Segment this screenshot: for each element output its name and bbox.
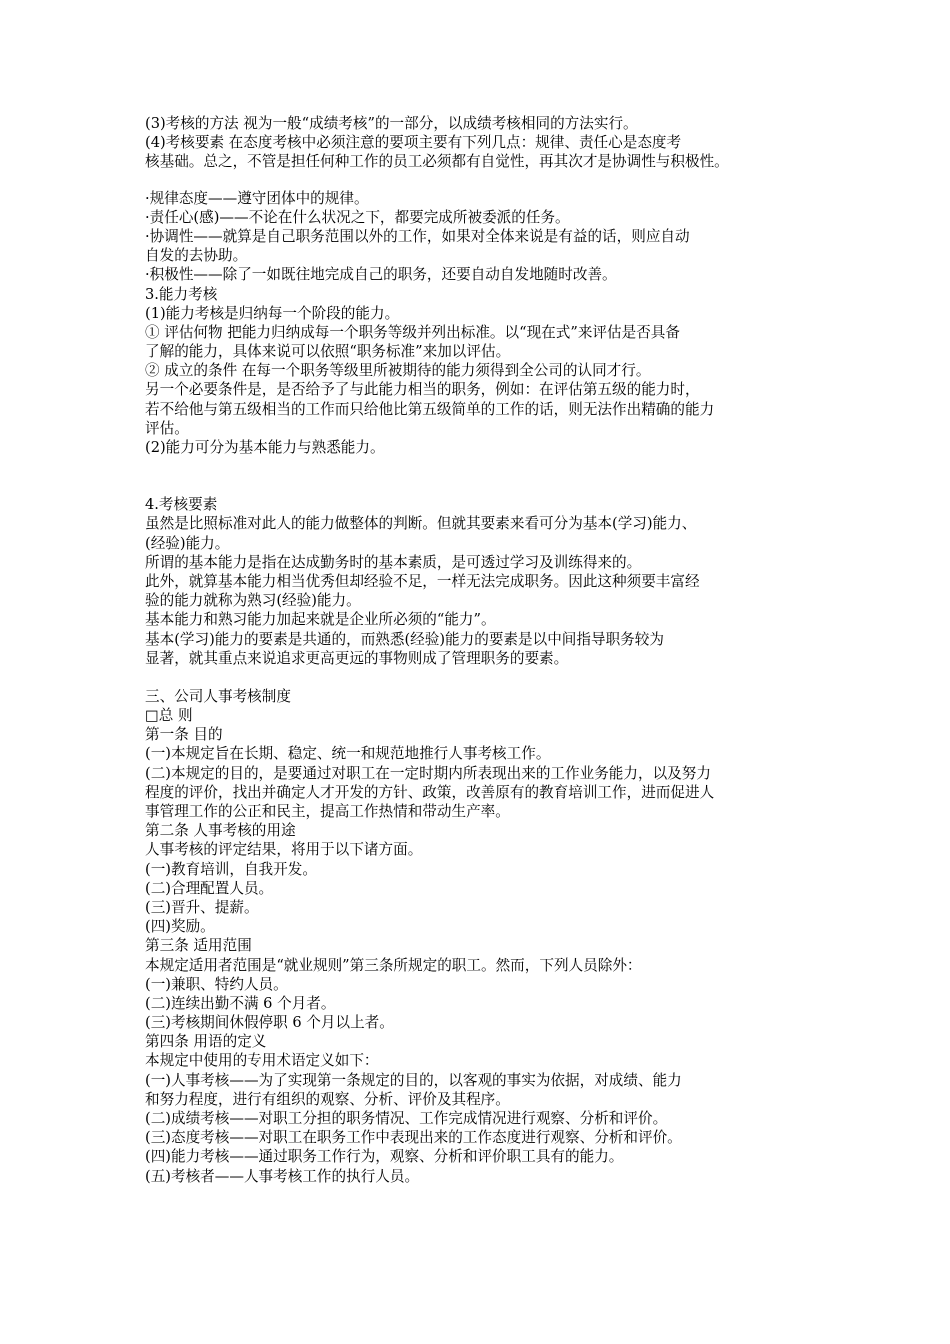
text-line: (三)态度考核——对职工在职务工作中表现出来的工作态度进行观察、分析和评价。 — [145, 1129, 682, 1147]
heading-ability: 3.能力考核 — [145, 285, 218, 303]
article-heading: 第一条 目的 — [145, 726, 223, 744]
text-line: 核基础。总之，不管是担任何种工作的员工必须都有自觉性，再其次才是协调性与积极性。 — [145, 153, 729, 171]
section-assessment-factors — [145, 495, 835, 668]
text-line: (二)成绩考核——对职工分担的职务情况、工作完成情况进行观察、分析和评价。 — [145, 1110, 668, 1127]
text-line: ② 成立的条件 在每一个职务等级里所被期待的能力须得到全公司的认同才行。 — [145, 362, 651, 380]
text-line: (二)连续出勤不满 6 个月者。 — [145, 994, 336, 1012]
text-line: (3)考核的方法 视为一般“成绩考核”的一部分，以成绩考核相同的方法实行。 — [145, 115, 638, 132]
text-line: 所谓的基本能力是指在达成勤务时的基本素质，是可透过学习及训练得来的。 — [145, 553, 642, 571]
text-line: (经验)能力。 — [145, 534, 230, 552]
text-line: (1)能力考核是归纳每一个阶段的能力。 — [145, 304, 400, 322]
text-line: ·积极性——除了一如既往地完成自己的职务，还要自动自发地随时改善。 — [145, 266, 617, 284]
text-line: (四)奖励。 — [145, 918, 215, 936]
text-line: 了解的能力，具体来说可以依照“职务标准”来加以评估。 — [145, 343, 511, 361]
text-line: 本规定中使用的专用术语定义如下： — [145, 1052, 379, 1070]
text-line: 评估。 — [145, 419, 189, 437]
text-line: 此外，就算基本能力相当优秀但却经验不足，一样无法完成职务。因此这种须要丰富经 — [145, 572, 700, 590]
text-line: (五)考核者——人事考核工作的执行人员。 — [145, 1167, 420, 1185]
text-line: 事管理工作的公正和民主，提高工作热情和带动生产率。 — [145, 803, 510, 820]
text-line: 若不给他与第五级相当的工作而只给他比第五级简单的工作的话，则无法作出精确的能力 — [145, 400, 715, 418]
text-line: (四)能力考核——通过职务工作行为，观察、分析和评价职工具有的能力。 — [145, 1148, 624, 1166]
text-line: (2)能力可分为基本能力与熟悉能力。 — [145, 439, 385, 456]
text-line: 自发的去协助。 — [145, 247, 248, 265]
paragraph-gap — [145, 457, 835, 495]
section-company-system — [145, 687, 835, 1186]
section-attitude-items — [145, 189, 835, 458]
text-line: (一)兼职、特约人员。 — [145, 975, 288, 993]
text-line: (4)考核要素 在态度考核中必须注意的要项主要有下列几点：规律、责任心是态度考 — [145, 134, 682, 152]
document-page — [145, 114, 835, 1186]
paragraph-gap — [145, 668, 835, 687]
text-line: 程度的评价，找出并确定人才开发的方针、政策，改善原有的教育培训工作，进而促进人 — [145, 783, 715, 801]
heading-general-rules: □总 则 — [145, 707, 193, 725]
text-line: 本规定适用者范围是“就业规则”第三条所规定的职工。然而，下列人员除外： — [145, 956, 642, 974]
article-heading: 第四条 用语的定义 — [145, 1033, 267, 1051]
text-line: ·规律态度——遵守团体中的规律。 — [145, 189, 369, 207]
text-line: (二)本规定的目的，是要通过对职工在一定时期内所表现出来的工作业务能力，以及努力 — [145, 764, 711, 782]
text-line: ·责任心(感)——不论在什么状况之下，都要完成所被委派的任务。 — [145, 208, 570, 226]
text-line: 虽然是比照标准对此人的能力做整体的判断。但就其要素来看可分为基本(学习)能力、 — [145, 515, 697, 533]
text-line: 验的能力就称为熟习(经验)能力。 — [145, 592, 361, 610]
text-line: (三)晋升、提薪。 — [145, 898, 259, 916]
text-line: (一)人事考核——为了实现第一条规定的目的，以客观的事实为依据，对成绩、能力 — [145, 1071, 682, 1089]
text-line: ·协调性——就算是自己职务范围以外的工作，如果对全体来说是有益的话，则应自动 — [145, 227, 690, 245]
section-attitude-method — [145, 114, 835, 172]
text-line: 和努力程度，进行有组织的观察、分析、评价及其程序。 — [145, 1090, 510, 1108]
text-line: 另一个必要条件是，是否给予了与此能力相当的职务，例如：在评估第五级的能力时， — [145, 381, 700, 399]
text-line: (一)本规定旨在长期、稳定、统一和规范地推行人事考核工作。 — [145, 745, 551, 763]
text-line: 基本(学习)能力的要素是共通的，而熟悉(经验)能力的要素是以中间指导职务较为 — [145, 630, 664, 648]
text-line: (一)教育培训，自我开发。 — [145, 860, 317, 878]
article-heading: 第三条 适用范围 — [145, 937, 252, 955]
text-line: (二)合理配置人员。 — [145, 879, 274, 897]
paragraph-gap — [145, 172, 835, 189]
heading-company-system: 三、公司人事考核制度 — [145, 687, 291, 705]
text-line: 人事考核的评定结果，将用于以下诸方面。 — [145, 841, 423, 859]
text-line: (三)考核期间休假停职 6 个月以上者。 — [145, 1014, 394, 1032]
article-heading: 第二条 人事考核的用途 — [145, 822, 296, 840]
text-line: 显著，就其重点来说追求更高更远的事物则成了管理职务的要素。 — [145, 649, 569, 667]
heading-factors: 4.考核要素 — [145, 496, 218, 514]
text-line: 基本能力和熟习能力加起来就是企业所必须的“能力”。 — [145, 611, 496, 629]
text-line: ① 评估何物 把能力归纳成每一个职务等级并列出标准。以“现在式”来评估是否具备 — [145, 323, 680, 341]
